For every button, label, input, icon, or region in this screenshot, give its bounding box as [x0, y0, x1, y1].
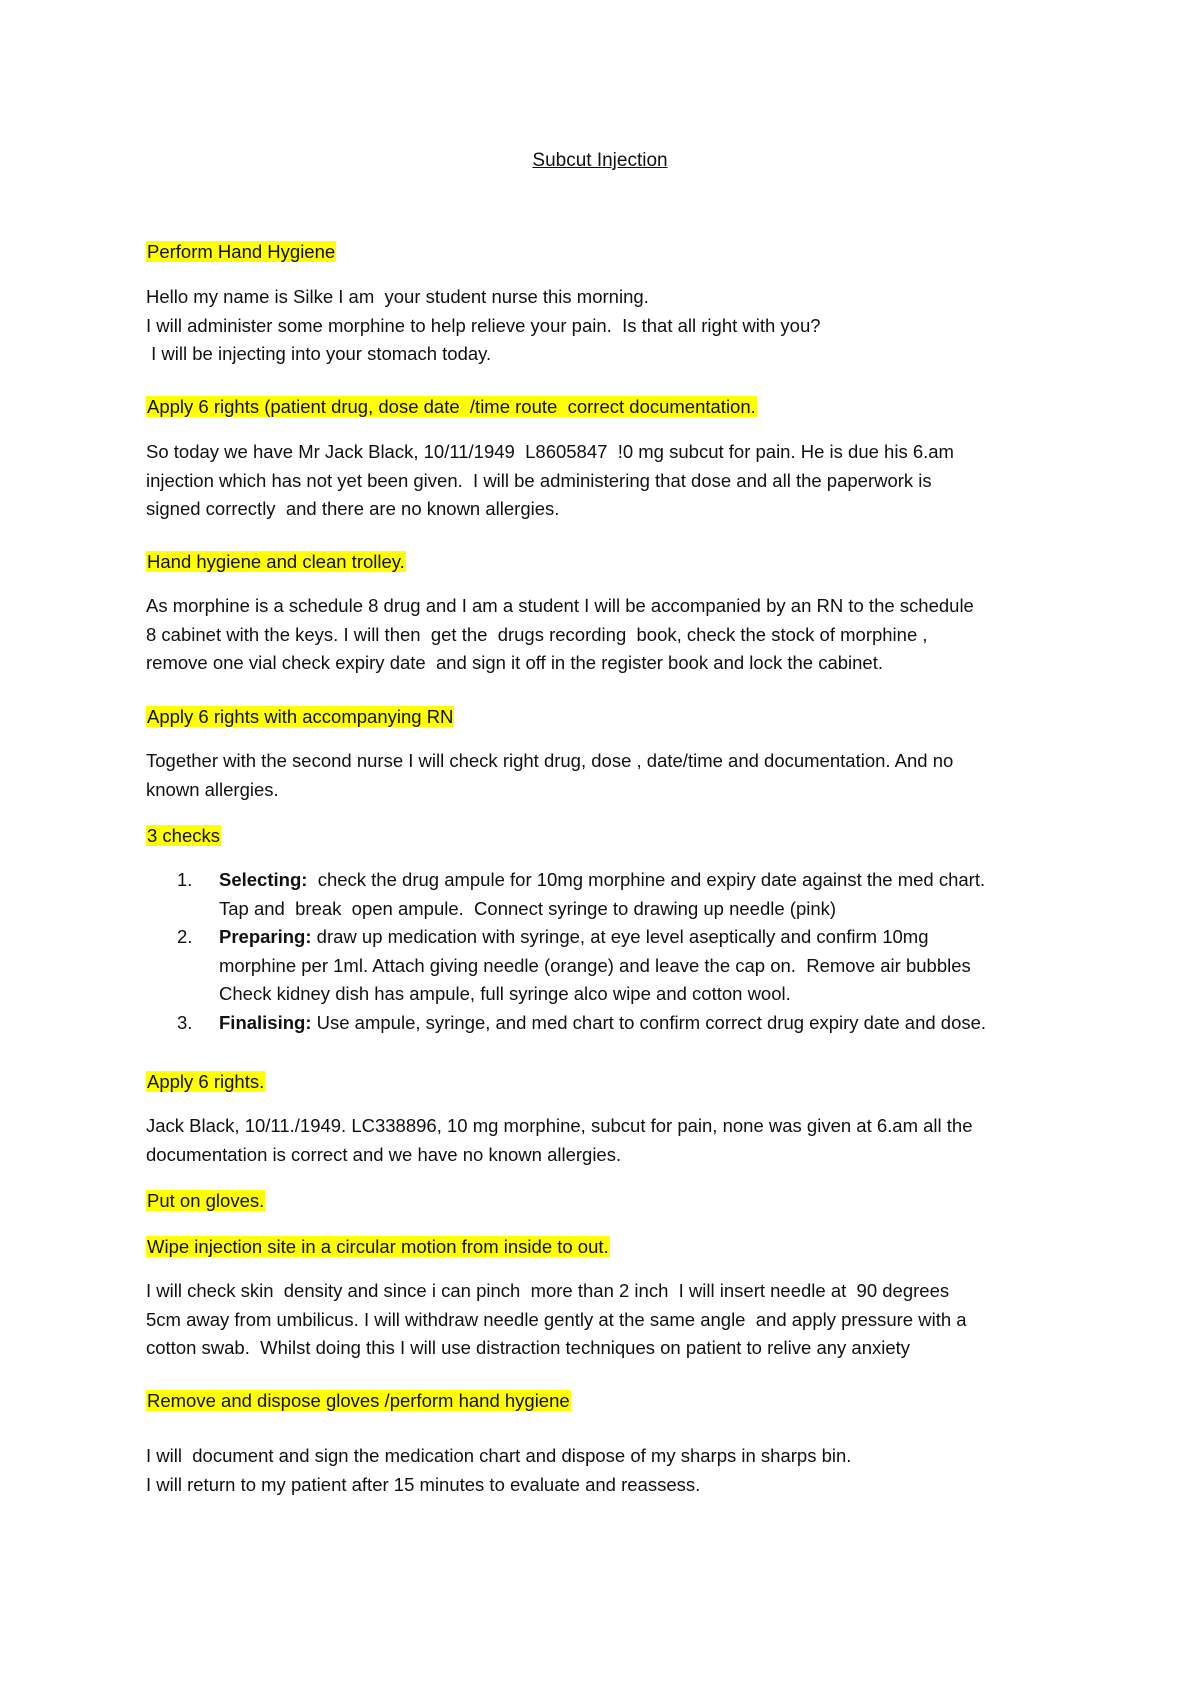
highlighted-heading: Wipe injection site in a circular motion from inside to out. — [147, 1236, 609, 1257]
paragraph-patient-details — [146, 438, 1076, 524]
document-title — [0, 148, 1200, 174]
highlighted-heading: Hand hygiene and clean trolley. — [147, 551, 405, 572]
list-line — [219, 923, 986, 952]
paragraph-line: Jack Black, 10/11./1949. LC338896, 10 mg morphine, subcut for pain, none was given at 6.am all the — [146, 1115, 973, 1136]
list-item — [146, 1009, 986, 1038]
paragraph-injection-technique — [146, 1277, 1076, 1363]
heading-wipe-injection-site — [146, 1233, 1076, 1262]
paragraph-documentation — [146, 1442, 1076, 1499]
heading-put-on-gloves — [146, 1187, 1076, 1216]
list-item — [146, 923, 986, 1009]
list-text: check the drug ampule for 10mg morphine and expiry date against the med chart. — [307, 869, 986, 890]
list-line — [219, 1009, 986, 1038]
paragraph-line: I will administer some morphine to help relieve your pain. Is that all right with you? — [146, 314, 821, 336]
paragraph-line: known allergies. — [146, 778, 279, 800]
heading-apply-6-rights-rn — [146, 703, 1076, 732]
highlighted-heading: Apply 6 rights (patient drug, dose date /time route correct documentation. — [147, 396, 756, 417]
paragraph-line: signed correctly and there are no known allergies. — [146, 498, 560, 519]
list-text: Use ampule, syringe, and med chart to confirm correct drug expiry date and dose. — [311, 1011, 987, 1033]
paragraph-second-nurse — [146, 747, 1076, 804]
list-number: 1. — [177, 869, 193, 890]
highlighted-heading: Apply 6 rights with accompanying RN — [147, 706, 454, 727]
highlighted-heading: Perform Hand Hygiene — [147, 241, 336, 262]
list-label: Finalising: — [219, 1011, 312, 1033]
checks-list — [146, 866, 986, 1037]
paragraph-line: So today we have Mr Jack Black, 10/11/1949 L8605847 !0 mg subcut for pain. He is due his 6.am — [146, 441, 954, 462]
heading-apply-6-rights — [146, 393, 1076, 422]
heading-apply-6-rights-final — [146, 1068, 1076, 1097]
heading-remove-gloves — [146, 1387, 1076, 1416]
list-line — [219, 866, 986, 895]
highlighted-heading: 3 checks — [147, 825, 221, 846]
paragraph-line: Hello my name is Silke I am your student nurse this morning. — [146, 286, 649, 307]
heading-perform-hand-hygiene — [146, 238, 1076, 267]
list-line: morphine per 1ml. Attach giving needle (orange) and leave the cap on. Remove air bubbles — [219, 954, 971, 976]
paragraph-line: 8 cabinet with the keys. I will then get the drugs recording book, check the stock of morphine , — [146, 623, 928, 645]
paragraph-jack-black — [146, 1112, 1076, 1169]
paragraph-line: I will check skin density and since i can pinch more than 2 inch I will insert needle at 90 degrees — [146, 1280, 950, 1301]
list-text: draw up medication with syringe, at eye level aseptically and confirm 10mg — [311, 926, 929, 947]
paragraph-line: Together with the second nurse I will check right drug, dose , date/time and documentation. And no — [146, 750, 954, 771]
list-number: 2. — [177, 926, 193, 947]
paragraph-introduction — [146, 283, 1076, 369]
heading-hand-hygiene-clean-trolley — [146, 548, 1076, 577]
paragraph-line: I will be injecting into your stomach today. — [146, 343, 492, 364]
paragraph-line: I will document and sign the medication chart and dispose of my sharps in sharps bin. — [146, 1445, 852, 1466]
list-line: Tap and break open ampule. Connect syringe to drawing up needle (pink) — [219, 897, 837, 919]
list-number: 3. — [177, 1011, 193, 1033]
paragraph-schedule-8 — [146, 592, 1076, 678]
list-label: Selecting: — [219, 869, 308, 890]
highlighted-heading: Apply 6 rights. — [147, 1071, 265, 1092]
title-text: Subcut Injection — [532, 150, 668, 171]
highlighted-heading: Remove and dispose gloves /perform hand hygiene — [147, 1390, 570, 1411]
paragraph-line: cotton swab. Whilst doing this I will use distraction techniques on patient to relive any anxiety — [146, 1337, 911, 1358]
heading-3-checks — [146, 822, 1076, 851]
list-line: Check kidney dish has ampule, full syringe alco wipe and cotton wool. — [219, 983, 791, 1004]
paragraph-line: documentation is correct and we have no known allergies. — [146, 1143, 622, 1165]
paragraph-line: 5cm away from umbilicus. I will withdraw needle gently at the same angle and apply pressure with a — [146, 1308, 967, 1330]
paragraph-line: As morphine is a schedule 8 drug and I am a student I will be accompanied by an RN to the schedule — [146, 595, 974, 616]
paragraph-line: injection which has not yet been given. I will be administering that dose and all the paperwork is — [146, 469, 932, 491]
list-label: Preparing: — [219, 926, 312, 947]
list-item — [146, 866, 986, 923]
paragraph-line: remove one vial check expiry date and sign it off in the register book and lock the cabinet. — [146, 652, 884, 673]
paragraph-line: I will return to my patient after 15 minutes to evaluate and reassess. — [146, 1473, 701, 1495]
highlighted-heading: Put on gloves. — [147, 1190, 265, 1211]
